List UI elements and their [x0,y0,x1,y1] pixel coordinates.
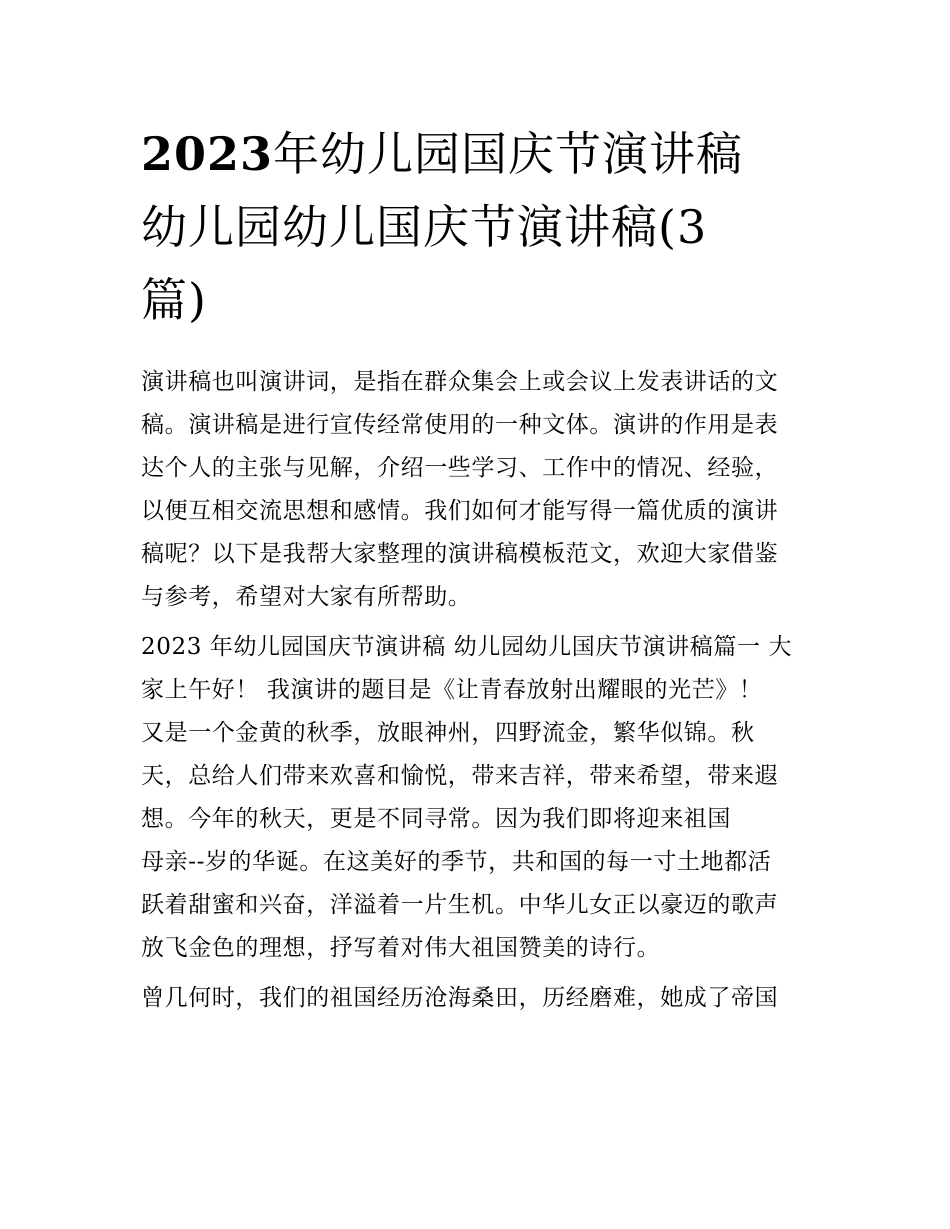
speech-line: 家上午好！ 我演讲的题目是《让青春放射出耀眼的光芒》！ [141,677,763,703]
speech-paragraph [141,626,813,970]
title-line-3: 篇) [141,273,207,327]
title-year: 2023 [141,127,274,181]
intro-line: 稿。演讲稿是进行宣传经常使用的一种文体。演讲的作用是表 [141,412,779,438]
intro-line: 以便互相交流思想和感情。我们如何才能写得一篇优质的演讲 [141,498,779,524]
speech-line: 想。今年的秋天，更是不同寻常。因为我们即将迎来祖国 [141,806,731,832]
speech-line: 2023 年幼儿园国庆节演讲稿 幼儿园幼儿国庆节演讲稿篇一 大 [141,634,793,660]
document-title [141,118,813,337]
intro-line: 演讲稿也叫演讲词，是指在群众集会上或会议上发表讲话的文 [141,369,779,395]
speech-line: 又是一个金黄的秋季，放眼神州，四野流金，繁华似锦。秋 [141,720,755,746]
speech-line: 母亲--岁的华诞。在这美好的季节，共和国的每一寸土地都活 [141,849,772,875]
title-line-1 [141,118,813,191]
title-line-1-text: 年幼儿园国庆节演讲稿 [273,127,744,181]
closing-paragraph [141,977,813,1020]
intro-line: 达个人的主张与见解，介绍一些学习、工作中的情况、经验， [141,455,779,481]
intro-line: 与参考，希望对大家有所帮助。 [141,584,472,610]
document-page [141,118,813,1027]
speech-line: 放飞金色的理想，抒写着对伟大祖国赞美的诗行。 [141,935,661,961]
title-line-2: 幼儿园幼儿国庆节演讲稿(3 [141,200,708,254]
speech-line: 天，总给人们带来欢喜和愉悦，带来吉祥，带来希望，带来遐 [141,763,779,789]
document-body [141,361,813,1020]
speech-line: 跃着甜蜜和兴奋，洋溢着一片生机。中华儿女正以豪迈的歌声 [141,892,779,918]
closing-line: 曾几何时，我们的祖国经历沧海桑田，历经磨难，她成了帝国 [141,985,779,1011]
intro-line: 稿呢？以下是我帮大家整理的演讲稿模板范文，欢迎大家借鉴 [141,541,779,567]
intro-paragraph [141,361,813,619]
